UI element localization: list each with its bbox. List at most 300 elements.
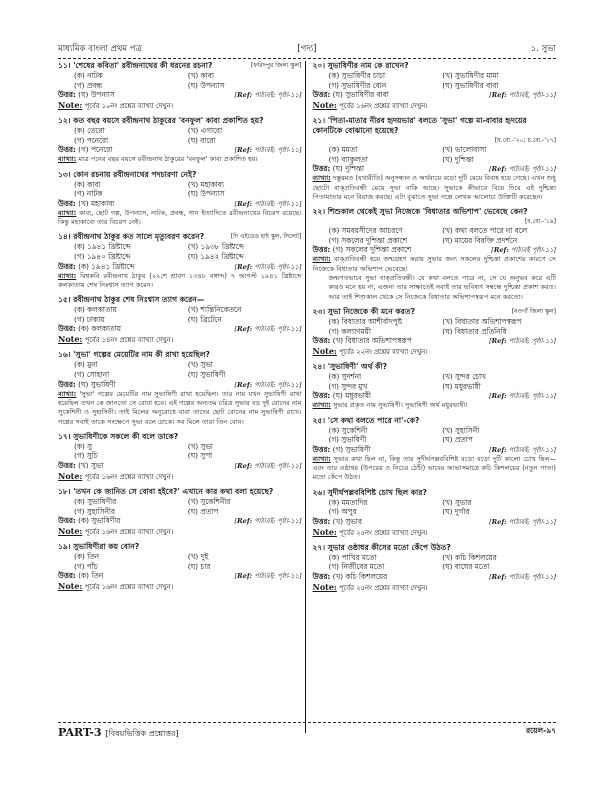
question-number: ১৬।	[58, 350, 71, 360]
option: (ঘ) প্রতাপ	[187, 506, 219, 516]
options-grid	[58, 242, 302, 261]
part-subtitle: [বিষয়ভিত্তিক প্রশ্নোত্তর]	[105, 729, 179, 738]
reference-page: পাঠ্যবই: পৃষ্ঠা-১১	[254, 146, 299, 155]
note-label: Note:	[58, 581, 83, 592]
option: (ক) নাটক	[74, 71, 103, 80]
option: (ক) ১৯৪১ খ্রিষ্টাব্দে	[74, 242, 131, 252]
question-stem: সুভাষিণীর নাম কে রাখেন?	[327, 61, 409, 70]
answer-value: (ক) তিন	[78, 571, 104, 581]
answer	[313, 517, 362, 527]
answer-row	[313, 517, 557, 527]
page-header	[58, 44, 556, 58]
answer	[58, 380, 116, 390]
explanation-label: ব্যাখ্যা:	[312, 255, 331, 264]
question-title	[58, 170, 302, 180]
question-number: ২৬।	[312, 487, 326, 497]
answer	[58, 461, 103, 471]
question-title	[313, 543, 557, 553]
question-number: ১১।	[58, 61, 71, 70]
question-block	[313, 61, 557, 111]
question-number: ১৫।	[58, 295, 71, 305]
option: (গ) ১৯৪০ খ্রিষ্টাব্দে	[74, 252, 131, 262]
explanation-text: বিশ্বকবি রবীন্দ্রনাথ ঠাকুর (২২শে শ্রাবণ ১৩৪৮ বঙ্গাব্দ) ৭ আগস্ট ১৯৪১ খ্রিষ্টাব্দে কলকাতায় শেষ নিঃশ্বাস ত্যাগ করেন।	[58, 271, 302, 289]
answer	[313, 445, 371, 455]
answer-label: উত্তর:	[58, 324, 76, 334]
question-text	[313, 307, 416, 317]
options-grid	[58, 497, 302, 516]
reference-page: পাঠ্যবই: পৃষ্ঠা-১১	[254, 262, 299, 271]
options-grid	[313, 71, 557, 90]
option: (গ) সুচি	[74, 451, 98, 461]
answer	[313, 336, 412, 346]
question-text	[58, 170, 196, 180]
answer-row	[58, 461, 302, 471]
option: (খ) শান্তিনিকেতনে	[187, 305, 242, 315]
answer-value: (ঘ) দুশ্চিন্তা	[332, 164, 365, 174]
answer-label: উত্তর:	[58, 460, 76, 470]
question-block	[58, 295, 302, 345]
answer-row	[58, 324, 302, 334]
question-block	[313, 488, 557, 538]
answer-label: উত্তর:	[312, 391, 331, 401]
answer-row	[58, 380, 302, 390]
question-text	[313, 116, 557, 136]
question-number: ১২।	[58, 116, 71, 126]
question-text	[58, 116, 264, 126]
answer	[313, 572, 388, 582]
question-number: ২৪।	[312, 362, 326, 372]
answer-label: উত্তর:	[312, 164, 331, 174]
options-grid	[58, 360, 302, 379]
answer	[58, 90, 115, 100]
explanation-label: ব্যাখ্যা:	[312, 454, 331, 463]
question-number: ১৪।	[58, 232, 71, 242]
reference-page: পাঠ্যবই: পৃষ্ঠা-১১	[508, 165, 554, 174]
question-block	[313, 207, 557, 302]
question-block	[58, 432, 302, 482]
explanation	[58, 155, 302, 164]
reference-page: পাঠ্যবই: পৃষ্ঠা-১১	[508, 392, 554, 401]
option: (ক) মমতাদির	[328, 497, 368, 507]
question-block	[313, 416, 557, 483]
question-stem: সুভাষিণীরা কয় বোন?	[73, 542, 140, 552]
answer	[58, 324, 121, 334]
option: (গ) ঢাকায়	[74, 314, 105, 324]
option: (গ) অপুর	[328, 507, 357, 517]
reference-label: Ref:	[237, 262, 253, 271]
option: (ক) কলকাতায়	[74, 305, 117, 315]
page-number: রয়েল-৯৭	[525, 726, 556, 735]
note-text: পূর্বের ১৬নং প্রশ্নের ব্যাখ্যা দেখুন।	[84, 583, 174, 592]
question-text	[313, 543, 451, 553]
reference-page: পাঠ্যবই: পৃষ্ঠা-১১	[254, 199, 299, 208]
reference-label: Ref:	[237, 461, 253, 470]
note-label: Note:	[312, 526, 337, 537]
question-text	[58, 295, 204, 305]
reference: [Ref: পাঠ্যবই: পৃষ্ঠা-১১]	[489, 165, 556, 174]
reference-label: Ref:	[493, 246, 509, 255]
option: (খ) কাব্য	[187, 71, 214, 80]
option: (খ) সুহাসিনী	[442, 425, 480, 435]
note-text: পূর্বের ২৫নং প্রশ্নের ব্যাখ্যা দেখুন।	[339, 584, 428, 593]
answer	[58, 199, 114, 209]
option: (গ) সকলের দুশ্চিন্তা প্রকাশে	[328, 235, 408, 245]
reference-page: পাঠ্যবই: পৃষ্ঠা-১১	[508, 517, 554, 526]
left-column	[58, 61, 307, 737]
question-text	[58, 432, 178, 442]
reference: [Ref: পাঠ্যবই: পৃষ্ঠা-১১]	[234, 380, 302, 389]
options-grid	[313, 426, 557, 445]
question-text	[58, 61, 212, 71]
explanation-text: কাব্য, ছোট গল্প, উপন্যাস, নাটক, প্রবন্ধ, গান ইত্যাদিতে রবীন্দ্রনাথের বিচরণ রয়েছে। কিন্তু মহাকাব্যে তার বিচরণ নেই।	[58, 208, 302, 227]
option: (খ) কথা বলতে পারে না বলে	[442, 226, 528, 236]
option: (খ) সুভাষিণীর মামা	[442, 71, 499, 80]
option: (গ) পনেরো	[74, 135, 109, 145]
reference: [Ref: পাঠ্যবই: পৃষ্ঠা-১১]	[489, 517, 556, 526]
question-title	[58, 232, 302, 242]
option: (খ) সুভার	[442, 497, 472, 507]
content-columns	[58, 61, 556, 737]
note-label: Note:	[312, 582, 337, 593]
answer-value: (ক) ১৯৪১ খ্রিষ্টাব্দে	[78, 261, 135, 271]
explanation	[58, 272, 302, 291]
options-grid	[313, 553, 557, 572]
answer-row	[313, 391, 557, 401]
option: (খ) দুই	[187, 552, 209, 562]
answer-label: উত্তর:	[58, 145, 76, 155]
options-grid	[58, 71, 302, 90]
question-stem: 'তখন কে জানিত সে বোবা হইবে?' এখানে কার কথা বলা হয়েছে?	[73, 486, 274, 496]
options-grid	[313, 372, 557, 391]
option: (খ) সুকেশিনীর	[187, 496, 231, 506]
answer-label: উত্তর:	[312, 444, 331, 454]
reference-page: পাঠ্যবই: পৃষ্ঠা-১১	[254, 380, 299, 389]
question-block	[58, 487, 302, 537]
explanation-text: সুভার কথা ছিল না, কিন্তু তার সুদীর্ঘপল্লববিশিষ্ট বড়ো বড়ো দুটি কালো চোখ ছিল—এবং তার ওষ্ঠাধর (উপরের ও নিচের ঠোঁট) ভাবের আভাসমাত্রে কচি কিশলয়ের (নতুন পাতা) মতো কেঁপে উঠত।	[312, 454, 556, 482]
question-stem: শিশুকাল থেকেই সুভা নিজেকে 'বিধাতার অভিশাপ' ভেবেছে কেন?	[327, 207, 528, 217]
note-text: পূর্বের ১৬নং প্রশ্নের ব্যাখ্যা দেখুন।	[84, 528, 174, 537]
question-stem: রবীন্দ্রনাথ ঠাকুর কত সালে মৃত্যুবরণ করেন?	[73, 232, 205, 242]
explanation-text: 'সুভা' গল্পের মেয়েটির নাম সুভাষিণী রাখা হয়েছিল। তার নাম যখন সুভাষিণী রাখা হয়েছিল তখন কে জানতো সে বোবা হবে। এই গল্পের অন্যতম চরিত্র সুভার বড় দুই বোনের নাম সুকেশিনী ও সুহাসিনী। তাই মিলের অনুরোধে বাবা তাদের ছোট বোনের নাম সুভাষিণী রাখে। গল্পের সবাই তাকে সংক্ষেপে সুভা বলে ডাকে। সব মিলে তারা তিন বোন।	[58, 389, 302, 426]
explanation-text: দস্তুরমত (যথারীতি) অনুসন্ধান ও অর্থব্যয়ে বড়ো দুটি মেয়ে বিবাহ হয়ে গেছে। এখন শুধু ছোটো বাক্প্রতিবন্ধী মেয়ে সুভা বাকি আছে। সুভাকে কীভাবে বিয়ে দিবে এই দুশ্চিন্তা পিতামাতার মনে বিরাজ করছে। এটা বুঝাতে সুভা গল্পে লেখক আলোচ্য উক্তিটি করেছেন।	[312, 174, 556, 201]
question-source: [ফরিদপুর জিলা স্কুল]	[250, 62, 302, 69]
explanation-label: ব্যাখ্যা:	[312, 174, 331, 183]
option: (ক) মমতা	[328, 145, 358, 155]
reference: [Ref: পাঠ্যবই: পৃষ্ঠা-১১]	[489, 337, 556, 346]
answer-label: উত্তর:	[312, 245, 331, 255]
question-number: ২৭।	[312, 542, 326, 552]
question-title	[58, 542, 302, 552]
option: (ঘ) উপন্যাস	[187, 80, 225, 90]
options-grid	[58, 552, 302, 571]
reference-label: Ref:	[491, 573, 507, 582]
question-stem: 'সুভাষিণী' অর্থ কী?	[327, 362, 388, 372]
explanation-text: মাত্র পনের বছর বয়সে রবীন্দ্রনাথ ঠাকুরের 'বনফুল' কাব্য প্রকাশিত হয়।	[78, 155, 258, 164]
answer	[313, 90, 389, 100]
option: (ক) তিন	[74, 552, 100, 562]
explanation	[313, 401, 557, 410]
question-number: ২২।	[312, 207, 326, 217]
reference-page: পাঠ্যবই: পৃষ্ঠা-১১	[508, 573, 554, 582]
option: (গ) সুভাষিণী	[328, 435, 367, 445]
question-block	[58, 350, 302, 426]
question-stem: সুদীর্ঘপল্লববিশিষ্ট চোখ ছিল কার?	[327, 487, 427, 497]
options-grid	[58, 180, 302, 199]
part-label: PART-3	[58, 726, 102, 739]
explanation-text: সুভার প্রকৃত নাম সুভাষিণী। সুভাষিণী অর্থ মধুরভাষী।	[332, 401, 468, 410]
answer-row	[58, 90, 302, 100]
answer-row	[313, 572, 557, 582]
answer-label: উত্তর:	[312, 90, 331, 100]
question-stem: 'সে কথা বলতে পারে না'-কে?	[327, 415, 420, 425]
note	[58, 100, 302, 111]
answer-value: (গ) সকলের দুশ্চিন্তা প্রকাশে	[332, 245, 412, 255]
question-block	[58, 232, 302, 290]
note-text: পূর্বের ২২নং প্রশ্নের ব্যাখ্যা দেখুন।	[339, 348, 428, 357]
answer-label: উত্তর:	[58, 571, 76, 581]
question-title	[58, 350, 302, 360]
answer	[58, 145, 112, 155]
reference: [Ref: পাঠ্যবই: পৃষ্ঠা-১১]	[489, 392, 556, 401]
question-title	[313, 307, 557, 317]
question-number: ২৫।	[312, 415, 326, 425]
answer-label: উত্তর:	[58, 261, 76, 271]
option: (ক) সুভাষিণীর	[74, 496, 117, 506]
note-text: পূর্বের ১৪নং প্রশ্নের ব্যাখ্যা দেখুন।	[84, 336, 174, 345]
question-number: ২৩।	[312, 306, 326, 316]
answer-value: (ঘ) মধুরভাষী	[332, 391, 372, 401]
question-title	[58, 61, 302, 71]
option: (গ) কল্যাণময়ী	[328, 326, 371, 336]
answer-label: উত্তর:	[58, 90, 76, 100]
option: (ঘ) ১৯৪২ খ্রিষ্টাব্দে	[187, 252, 244, 262]
question-stem: রবীন্দ্রনাথ ঠাকুর শেষ নিঃশ্বাস ত্যাগ করেন—	[73, 295, 205, 305]
note-label: Note:	[312, 100, 337, 111]
answer-row	[313, 164, 557, 174]
answer	[313, 164, 365, 174]
reference-page: পাঠ্যবই: পৃষ্ঠা-১১	[254, 325, 299, 334]
option: (ঘ) উপন্যাস	[187, 189, 225, 199]
answer	[58, 571, 103, 581]
note	[313, 527, 557, 538]
options-grid	[58, 126, 302, 145]
option: (ঘ) বাঘের মতো	[442, 562, 490, 572]
option: (গ) সুন্দর মুখ	[328, 381, 368, 391]
explanation-text: বাক্প্রতিবন্ধী হয়ে জন্মগ্রহণ করায় সুভার জন্য সকলের দুশ্চিন্তা প্রকাশের কারণে সে নিজেকে বিধাতার অভিশাপ ভেবেছে।	[312, 255, 556, 273]
option: (ঘ) চার	[187, 561, 211, 571]
right-column	[307, 61, 557, 737]
question-title	[313, 416, 557, 426]
question-number: ১৯।	[58, 542, 71, 552]
note-label: Note:	[58, 334, 83, 345]
option: (ঘ) দুশ্চিন্তা	[442, 154, 474, 164]
option: (খ) সুভা	[187, 441, 213, 451]
question-stem: 'সুভা' গল্পের মেয়েটির নাম কী রাখা হয়েছিল?	[73, 350, 210, 360]
answer-value: (ক) কলকাতায়	[78, 324, 121, 334]
reference-label: Ref:	[237, 572, 253, 581]
option: (গ) প্রবন্ধ	[74, 80, 103, 90]
answer-value: (খ) কচি কিশলয়ের	[332, 572, 388, 582]
answer-row	[313, 336, 557, 346]
note-text: পূর্বের ১৬নং প্রশ্নের ব্যাখ্যা দেখুন।	[339, 102, 428, 111]
question-block	[58, 542, 302, 592]
reference-label: Ref:	[237, 199, 253, 208]
answer-value: (গ) সুভাষিণী	[332, 444, 371, 454]
option: (গ) নাটক	[74, 189, 103, 199]
header-section: [গদ্য]	[297, 44, 317, 54]
question-title	[313, 488, 557, 498]
note-label: Note:	[312, 346, 337, 357]
question-stem: সুভার ওষ্ঠাধর কীসের মতো কেঁপে উঠত?	[327, 542, 451, 552]
page	[58, 44, 556, 737]
options-grid	[313, 498, 557, 517]
explanation-text: জন্মগতভাবে সুভা বাক্প্রতিবন্ধী। যে কথা বলতে পারে না, সে যে অনুভব করে এটি কারও মনে হয় না, এজন্য তার সাক্ষাতেই সবাই তার ভবিষ্যৎ সম্বন্ধে দুশ্চিন্তা প্রকাশ করত। আর তাই শিশুকাল থেকে সে নিজেকে বিধাতার অভিশাপস্বরূপ মনে করতো।	[328, 274, 556, 301]
option: (খ) সুন্দর চোখ	[442, 372, 486, 382]
part-heading	[58, 726, 179, 741]
answer-row	[58, 571, 302, 581]
answer-row	[58, 516, 302, 526]
note	[58, 581, 302, 592]
page-footer	[58, 722, 556, 741]
question-source: [নওগাঁ জিলা স্কুল]	[511, 307, 556, 315]
reference: [Ref: পাঠ্যবই: পৃষ্ঠা-১১]	[234, 146, 302, 155]
option: (খ) ভালোবাসা	[442, 145, 487, 155]
option: (খ) সুভা	[187, 360, 213, 370]
note	[58, 334, 302, 345]
reference-page: পাঠ্যবই: পৃষ্ঠা-১১	[254, 91, 299, 100]
reference-page: পাঠ্যবই: পৃষ্ঠা-১১	[254, 461, 299, 470]
column-divider	[305, 61, 306, 733]
question-title	[313, 61, 557, 71]
option: (ঘ) মায়ের বিরক্তি প্রদর্শনে	[442, 235, 518, 245]
option: (ক) সুভাষিণীর চাচা	[328, 71, 386, 80]
explanation	[313, 255, 557, 274]
answer-label: উত্তর:	[58, 516, 76, 526]
answer	[58, 516, 120, 526]
question-title	[313, 207, 557, 217]
note	[313, 100, 557, 111]
answer-value: (খ) বিধাতার অভিশাপস্বরূপ	[332, 336, 412, 346]
answer-value: (খ) মহাকাব্য	[78, 198, 115, 208]
option: (গ) সুভাষিণীর বোন	[328, 80, 387, 90]
options-grid	[58, 305, 302, 324]
option: (ক) তেরো	[74, 126, 105, 136]
explanation-label: ব্যাখ্যা:	[312, 401, 331, 410]
explanation-label: ব্যাখ্যা:	[58, 389, 77, 398]
reference-page: পাঠ্যবই: পৃষ্ঠা-১১	[508, 337, 554, 346]
question-block	[313, 543, 557, 593]
reference: [Ref: পাঠ্যবই, পৃষ্ঠা-১১]	[489, 91, 556, 100]
answer-row	[313, 90, 557, 100]
question-text	[58, 232, 204, 242]
question-title	[313, 116, 557, 136]
question-text	[313, 61, 409, 71]
question-number: ২০।	[312, 61, 326, 70]
question-stem: কোন রচনায় রবীন্দ্রনাথের পদচারণা নেই?	[73, 169, 197, 179]
option: (গ) পাঁচ	[74, 561, 98, 571]
reference: [Ref: পাঠ্যবই: পৃষ্ঠা-১১]	[234, 91, 302, 100]
reference-label: Ref:	[491, 165, 507, 174]
option: (গ) সোহানা	[74, 370, 110, 380]
question-text	[313, 207, 528, 217]
option: (ঘ) মধুরভাষী	[442, 381, 481, 391]
header-chapter: ১. সুভা	[530, 44, 556, 54]
answer	[58, 262, 135, 272]
answer-value: (খ) সুভা	[78, 460, 104, 470]
answer-value: (ঘ) সুভাষিণীর বাবা	[332, 90, 389, 100]
answer-label: উত্তর:	[312, 516, 331, 526]
explanation	[58, 390, 302, 427]
note	[313, 582, 557, 593]
reference-label: Ref:	[237, 325, 253, 334]
options-grid	[58, 442, 302, 461]
question-block	[313, 362, 557, 410]
question-text	[58, 350, 210, 360]
reference-label: Ref:	[237, 146, 253, 155]
option: (ঘ) ব্রিটেনে	[187, 314, 222, 324]
note	[58, 526, 302, 537]
reference: [Ref: পাঠ্যবই পৃষ্ঠা-১১]	[491, 246, 556, 255]
option: (ঘ) সুভাষিণী	[187, 370, 226, 380]
note	[58, 471, 302, 482]
question-title	[58, 116, 302, 126]
option: (ঘ) প্রতাপ	[442, 435, 473, 445]
reference-page: পাঠ্যবই: পৃষ্ঠা-১১	[254, 572, 299, 581]
explanation	[58, 209, 302, 228]
answer-row	[313, 245, 557, 255]
reference-label: Ref:	[491, 392, 507, 401]
reference: [Ref: পাঠ্যবই: পৃষ্ঠা-১১]	[234, 517, 302, 526]
note-text: পূর্বের ২৫নং প্রশ্নের ব্যাখ্যা দেখুন।	[339, 528, 428, 537]
question-text	[58, 487, 273, 497]
option: (ক) মুনা	[74, 360, 98, 370]
reference-page: পাঠ্যবই: পৃষ্ঠা-১১	[254, 517, 299, 526]
option: (খ) বিধাতার অভিশাপস্বরূপ	[442, 316, 522, 326]
option: (ক) বিধাতার আশীর্বাদপুষ্ট	[328, 316, 403, 326]
question-block	[58, 116, 302, 164]
option: (ক) সু	[74, 441, 92, 451]
reference-label: Ref:	[237, 517, 253, 526]
reference: [Ref: পাঠ্যবই: পৃষ্ঠা-১১]	[234, 199, 302, 208]
explanation-label: ব্যাখ্যা:	[58, 155, 77, 164]
option: (ঘ) বিধাতার প্রতিনিধি	[442, 326, 507, 336]
question-stem: 'শেষের কবিতা' রবীন্দ্রনাথের কী ধরনের রচনা?	[73, 61, 213, 70]
options-grid	[313, 226, 557, 245]
question-text	[313, 362, 388, 372]
explanation-label: ব্যাখ্যা:	[58, 271, 77, 280]
option: (খ) ১৯৩৮ খ্রিষ্টাব্দে	[187, 242, 244, 252]
reference-label: Ref:	[491, 337, 507, 346]
answer-value: (ঘ) সুভাষিণী	[78, 379, 116, 389]
reference-label: Ref:	[491, 91, 507, 100]
note-text: পূর্বের ১৬নং প্রশ্নের ব্যাখ্যা দেখুন।	[84, 472, 174, 481]
question-stem: কত বছর বয়সে রবীন্দ্রনাথ ঠাকুরের 'বনফুল' কাব্য প্রকাশিত হয়?	[73, 116, 264, 126]
question-block	[58, 170, 302, 228]
answer-value: (ক) সুভাষিণীর	[78, 516, 121, 526]
reference: [Ref: পাঠ্যবই: পৃষ্ঠা-১১]	[234, 262, 302, 271]
reference: [Ref: পাঠ্যবই: পৃষ্ঠা-১১]	[234, 325, 302, 334]
question-stem: 'পিতা-মাতার নীরব হৃদয়ভার' বলতে 'সুভা' গল্পে মা-বাবার হৃদয়ের কোনটিকে বোঝানো হয়েছে?	[312, 116, 527, 136]
question-number: ১৩।	[58, 169, 71, 179]
answer-row	[58, 199, 302, 209]
question-title	[58, 487, 302, 497]
reference: [Ref: পাঠ্যবই: পৃষ্ঠা-১১]	[489, 445, 556, 454]
explanation	[313, 455, 557, 483]
option: (ক) কাব্য	[74, 179, 101, 189]
question-title	[58, 432, 302, 442]
answer-row	[58, 145, 302, 155]
answer-label: উত্তর:	[58, 198, 76, 208]
